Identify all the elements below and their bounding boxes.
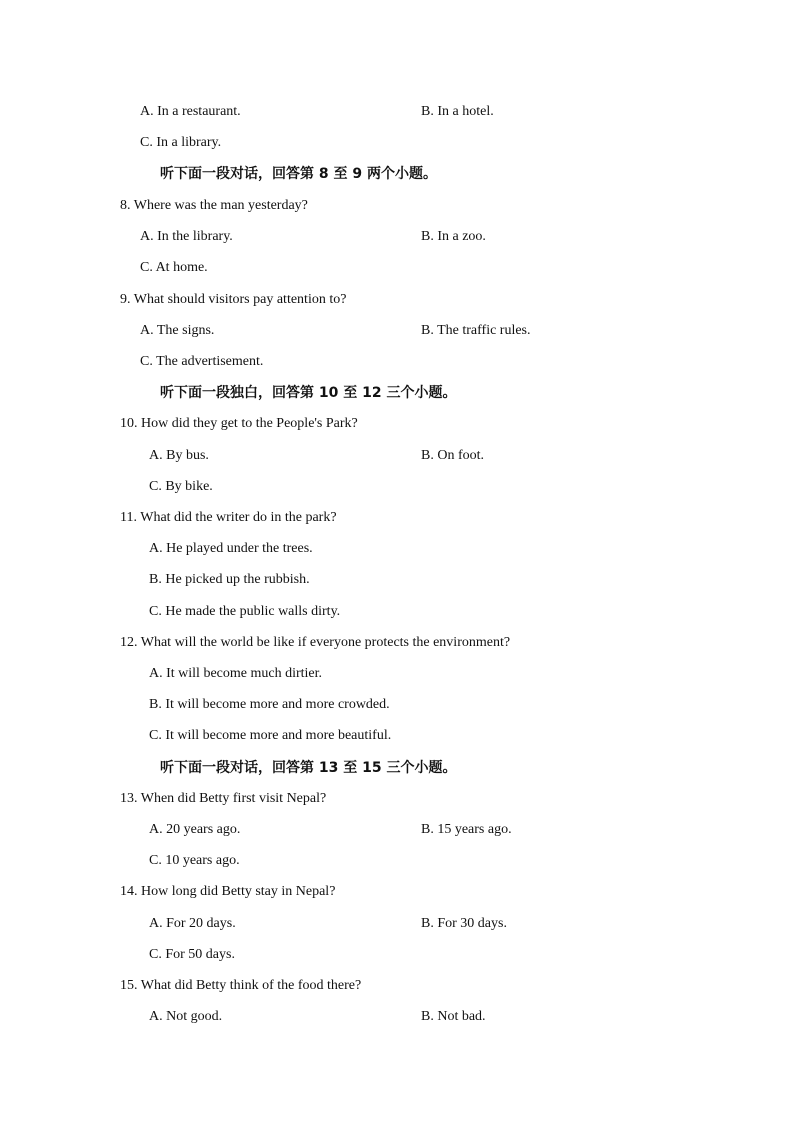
q8-stem: 8. Where was the man yesterday? [120,198,308,213]
q9-option-c: C. The advertisement. [140,354,264,369]
q15-option-b: B. Not bad. [421,1009,486,1024]
q10-option-b: B. On foot. [421,448,484,463]
q14-option-a: A. For 20 days. [149,916,236,931]
q10-option-c: C. By bike. [149,479,213,494]
q12-stem: 12. What will the world be like if everyone protects the environment? [120,635,511,650]
q13-option-c: C. 10 years ago. [149,853,240,868]
q9-option-b: B. The traffic rules. [421,323,531,338]
q12-option-b: B. It will become more and more crowded. [149,697,390,712]
q13-stem: 13. When did Betty first visit Nepal? [120,791,327,806]
q15-stem: 15. What did Betty think of the food there? [120,978,362,993]
q7-option-b: B. In a hotel. [421,104,494,119]
section-heading-10-12: 听下面一段独白，回答第 10 至 12 三个小题。 [160,385,457,401]
q15-option-a: A. Not good. [149,1009,223,1024]
q12-option-a: A. It will become much dirtier. [149,666,323,681]
section-heading-8-9: 听下面一段对话，回答第 8 至 9 两个小题。 [160,166,437,182]
q10-option-a: A. By bus. [149,448,209,463]
q14-option-c: C. For 50 days. [149,947,235,962]
q11-option-c: C. He made the public walls dirty. [149,604,341,619]
q8-option-a: A. In the library. [140,229,233,244]
q11-stem: 11. What did the writer do in the park? [120,510,337,525]
q9-stem: 9. What should visitors pay attention to? [120,292,347,307]
q13-option-b: B. 15 years ago. [421,822,512,837]
q9-option-a: A. The signs. [140,323,215,338]
q14-stem: 14. How long did Betty stay in Nepal? [120,884,336,899]
section-heading-13-15: 听下面一段对话，回答第 13 至 15 三个小题。 [160,760,457,776]
q12-option-c: C. It will become more and more beautiful. [149,728,392,743]
q11-option-b: B. He picked up the rubbish. [149,572,310,587]
q8-option-c: C. At home. [140,260,208,275]
q10-stem: 10. How did they get to the People's Park? [120,416,358,431]
q7-option-a: A. In a restaurant. [140,104,241,119]
q7-option-c: C. In a library. [140,135,222,150]
q13-option-a: A. 20 years ago. [149,822,241,837]
q8-option-b: B. In a zoo. [421,229,486,244]
q11-option-a: A. He played under the trees. [149,541,313,556]
q14-option-b: B. For 30 days. [421,916,507,931]
